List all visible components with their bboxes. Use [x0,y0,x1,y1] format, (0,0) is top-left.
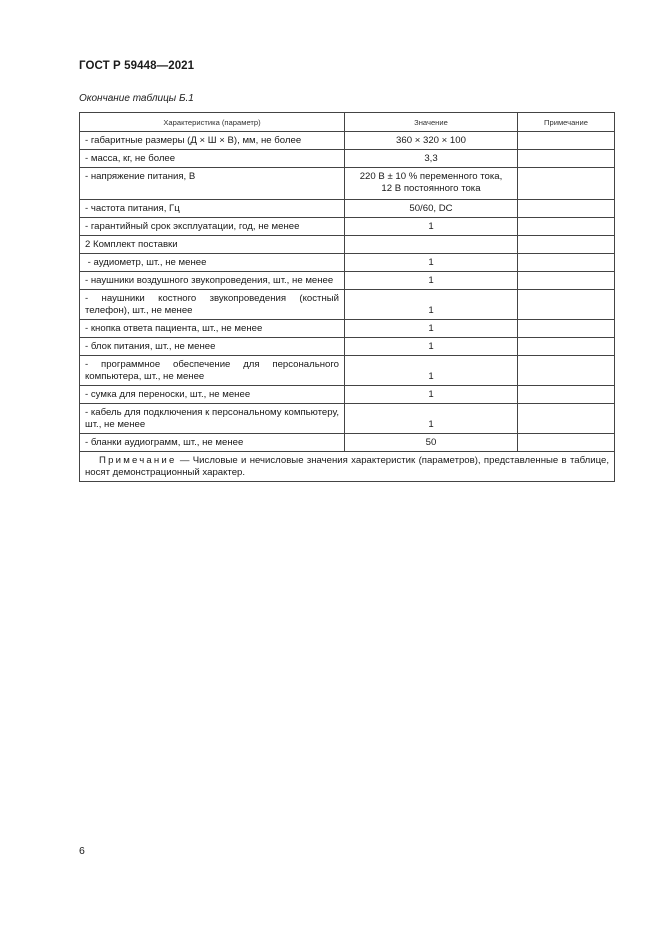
column-header-value: Значение [345,113,518,132]
row-note [518,132,615,150]
table-row [80,218,615,236]
row-value: 50 [345,434,518,452]
row-note [518,254,615,272]
table-row [80,356,615,386]
row-value: 1 [345,320,518,338]
row-note [518,434,615,452]
row-note [518,356,615,386]
row-characteristic: - кнопка ответа пациента, шт., не менее [80,320,345,338]
row-characteristic: - программное обеспечение для персонального компьютера, шт., не менее [80,356,345,386]
row-value: 360 × 320 × 100 [345,132,518,150]
table-row [80,290,615,320]
row-characteristic: - сумка для переноски, шт., не менее [80,386,345,404]
table-row [80,236,615,254]
table-row [80,150,615,168]
footnote-label: Примечание [99,455,177,466]
table-row [80,200,615,218]
row-characteristic: - габаритные размеры (Д × Ш × В), мм, не более [80,132,345,150]
table-row [80,272,615,290]
row-note [518,338,615,356]
table-header-row [80,113,615,132]
row-note [518,200,615,218]
table-row [80,132,615,150]
row-characteristic: - наушники костного звукопроведения (костный телефон), шт., не менее [80,290,345,320]
row-value: 1 [345,386,518,404]
row-characteristic: - частота питания, Гц [80,200,345,218]
row-note [518,386,615,404]
row-characteristic: - блок питания, шт., не менее [80,338,345,356]
row-note [518,404,615,434]
row-value: 1 [345,338,518,356]
row-value: 1 [345,356,518,386]
row-characteristic: - гарантийный срок эксплуатации, год, не менее [80,218,345,236]
row-value: 220 В ± 10 % переменного тока, 12 В постоянного тока [345,168,518,200]
row-characteristic: - бланки аудиограмм, шт., не менее [80,434,345,452]
document-header: ГОСТ Р 59448—2021 [79,60,195,72]
column-header-note: Примечание [518,113,615,132]
table-row [80,320,615,338]
row-value: 1 [345,290,518,320]
row-value: 1 [345,218,518,236]
row-note [518,320,615,338]
row-characteristic: - наушники воздушного звукопроведения, шт., не менее [80,272,345,290]
table-row [80,434,615,452]
row-characteristic: - аудиометр, шт., не менее [80,254,345,272]
row-value [345,236,518,254]
row-characteristic: 2 Комплект поставки [80,236,345,254]
page-number: 6 [79,845,85,857]
row-note [518,290,615,320]
row-value: 1 [345,254,518,272]
row-note [518,236,615,254]
specification-table [79,112,615,482]
footnote-text: — Числовые и нечисловые значения характеристик (параметров), представленные в таблице, носят демонстрационный характер. [85,455,609,478]
row-value: 1 [345,272,518,290]
row-note [518,168,615,200]
table-row [80,404,615,434]
table-row [80,254,615,272]
row-note [518,218,615,236]
table-row [80,386,615,404]
table-row [80,168,615,200]
table-footnote-row [80,452,615,482]
row-value: 1 [345,404,518,434]
table-row [80,338,615,356]
row-characteristic: - кабель для подключения к персональному компьютеру, шт., не менее [80,404,345,434]
row-note [518,272,615,290]
row-value: 50/60, DC [345,200,518,218]
table-caption: Окончание таблицы Б.1 [79,93,194,104]
column-header-characteristic: Характеристика (параметр) [80,113,345,132]
row-characteristic: - масса, кг, не более [80,150,345,168]
row-note [518,150,615,168]
table-footnote [80,452,615,482]
row-characteristic: - напряжение питания, В [80,168,345,200]
row-value: 3,3 [345,150,518,168]
